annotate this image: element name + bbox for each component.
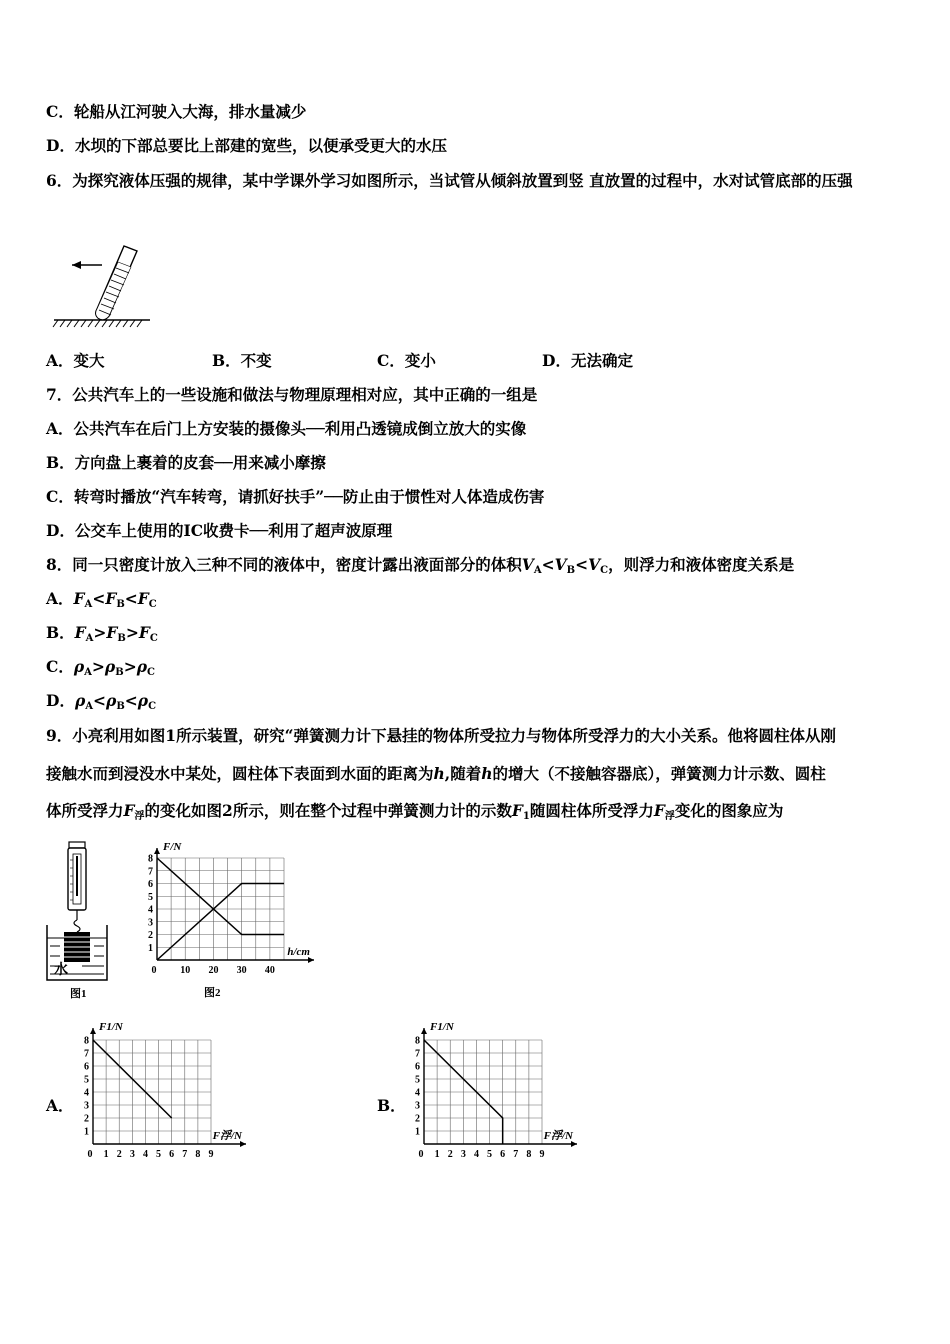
q8-option-a: A．$F_A<F_B<F_C$ [46,589,157,610]
x-tick-label: 5 [487,1149,493,1160]
x-tick-label: 8 [526,1149,532,1160]
q9-stem-line3: 体所受浮力$F_浮$的变化如图2所示，则在整个过程中弹簧测力计的示数$F_1$随圆柱体所受浮力$F_浮$变化的图象应为 [46,801,784,822]
x-tick-label: 4 [473,1149,479,1160]
x-tick-label: 6 [169,1149,175,1160]
q7-option-b: B．方向盘上裹着的皮套──用来减小摩擦 [46,453,326,472]
figure-2-caption: 图2 [204,987,221,999]
q5-option-c: C．轮船从江河驶入大海，排水量减少 [46,102,307,121]
x-tick-label: 1 [103,1149,109,1160]
q6-option-b: B．不变 [212,351,272,370]
q7-stem: 7．公共汽车上的一些设施和做法与物理原理相对应，其中正确的一组是 [46,385,538,404]
y-axis-label: F1/N [430,1021,454,1033]
figure-2-chart [140,832,330,1002]
y-tick-label: 2 [148,930,153,941]
y-tick-label: 1 [148,942,153,954]
y-axis-label: F1/N [99,1021,123,1033]
y-tick-label: 4 [148,904,153,916]
x-axis-label: F浮/N [543,1130,573,1142]
q8-option-c: C．$\rho_A>\rho_B>\rho_C$ [46,657,155,678]
y-tick-label: 5 [84,1074,89,1086]
q8-option-b: B．$F_A>F_B>F_C$ [46,623,158,644]
x-tick-label: 3 [460,1149,466,1160]
y-tick-label: 6 [415,1061,420,1073]
x-axis-label: F浮/N [212,1130,242,1142]
test-tube-figure [52,238,157,330]
y-axis-arrow [90,1028,96,1034]
option-a-chart [72,1016,262,1166]
y-tick-label: 4 [84,1087,89,1099]
q9-stem-line1: 9．小亮利用如图1所示装置，研究“弹簧测力计下悬挂的物体所受拉力与物体所受浮力的大小关系。他将圆柱体从刚 [46,726,836,745]
x-tick-label: 9 [208,1149,214,1160]
q6-option-a: A．变大 [46,351,105,370]
x-tick-label: 3 [129,1149,135,1160]
x-tick-label: 4 [142,1149,148,1160]
y-tick-label: 7 [148,866,153,878]
x-tick-label: 1 [434,1149,440,1160]
x-tick-label: 8 [195,1149,201,1160]
y-tick-label: 8 [84,1035,89,1047]
option-b-chart [403,1014,593,1164]
y-tick-label: 8 [415,1035,420,1047]
x-tick-label: 9 [539,1149,545,1160]
y-tick-label: 2 [415,1113,420,1125]
y-axis-arrow [421,1028,427,1034]
q9-stem-line2: 接触水而到浸没水中某处，圆柱体下表面到水面的距离为h,随着h的增大（不接触容器底），弹簧测力计示数、圆柱 [46,764,826,783]
x-tick-label: 2 [116,1149,122,1160]
y-tick-label: 5 [148,891,153,903]
x-tick-label: 5 [156,1149,162,1160]
y-tick-label: 6 [84,1061,89,1073]
y-tick-label: 5 [415,1074,420,1086]
x-tick-label: 20 [208,965,219,976]
y-axis-arrow [154,848,160,854]
x-tick-label: 0 [151,965,157,976]
y-tick-label: 7 [415,1048,420,1060]
x-tick-label: 0 [418,1149,424,1160]
q8-stem: 8．同一只密度计放入三种不同的液体中，密度计露出液面部分的体积$V_A<V_B<V_C$，则浮力和液体密度关系是 [46,555,795,576]
y-tick-label: 3 [148,917,153,929]
q6-option-c: C．变小 [377,351,436,370]
y-tick-label: 1 [415,1126,420,1138]
y-tick-label: 3 [84,1100,89,1112]
q5-option-d: D．水坝的下部总要比上部建的宽些，以便承受更大的水压 [46,136,447,155]
y-tick-label: 8 [148,853,153,865]
figure-1-apparatus [42,840,117,1005]
x-tick-label: 7 [513,1149,519,1160]
y-tick-label: 3 [415,1100,420,1112]
y-tick-label: 6 [148,879,153,890]
q8-option-d: D．$\rho_A<\rho_B<\rho_C$ [46,691,157,712]
x-tick-label: 30 [236,965,247,976]
x-tick-label: 2 [447,1149,453,1160]
q7-option-a: A．公共汽车在后门上方安装的摄像头──利用凸透镜成倒立放大的实像 [46,419,527,438]
x-tick-label: 10 [180,965,191,976]
y-tick-label: 4 [415,1087,420,1099]
water-label: 水 [54,963,68,978]
x-tick-label: 0 [87,1149,93,1160]
x-tick-label: 40 [264,965,275,976]
q7-option-d: D．公交车上使用的IC收费卡──利用了超声波原理 [46,521,393,540]
q9-option-b-label: B． [377,1096,406,1115]
y-tick-label: 1 [84,1126,89,1138]
y-axis-label: F/N [163,841,182,853]
q6-stem: 6．为探究液体压强的规律，某中学课外学习如图所示，当试管从倾斜放置到竖 直放置的过程中，水对试管底部的压强 [46,171,853,190]
x-tick-label: 7 [182,1149,188,1160]
q7-option-c: C．转弯时播放“汽车转弯，请抓好扶手”──防止由于惯性对人体造成伤害 [46,487,545,506]
figure-1-caption: 图1 [70,988,87,1000]
q9-option-a-label: A． [46,1096,74,1115]
x-axis-label: h/cm [287,946,310,958]
y-tick-label: 7 [84,1048,89,1060]
x-tick-label: 6 [500,1149,506,1160]
y-tick-label: 2 [84,1113,89,1125]
q6-option-d: D．无法确定 [542,351,633,370]
